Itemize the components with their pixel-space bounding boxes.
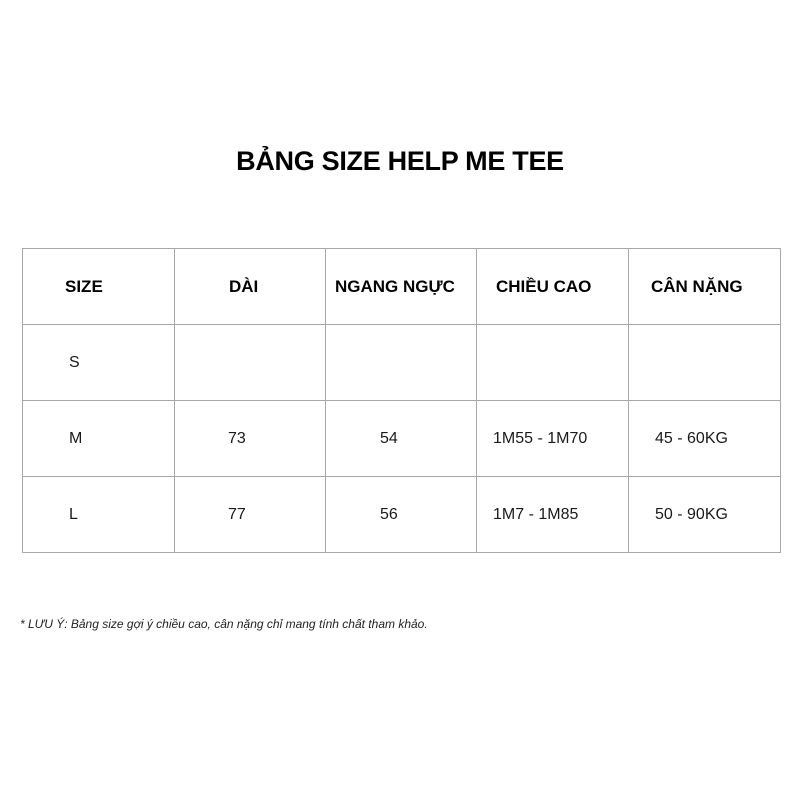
- table-header-row: [23, 249, 781, 325]
- header-size: SIZE: [23, 249, 175, 325]
- cell-dai: [175, 325, 326, 401]
- cell-can-nang: 50 - 90KG: [629, 477, 781, 553]
- page-title: BẢNG SIZE HELP ME TEE: [236, 146, 564, 176]
- cell-ngang-nguc: 54: [326, 401, 477, 477]
- header-dai: DÀI: [175, 249, 326, 325]
- cell-size: S: [23, 325, 175, 401]
- cell-dai: 77: [175, 477, 326, 553]
- cell-can-nang: [629, 325, 781, 401]
- size-table: [22, 248, 781, 553]
- cell-ngang-nguc: [326, 325, 477, 401]
- cell-size: M: [23, 401, 175, 477]
- table-row: [23, 477, 781, 553]
- table-row: [23, 401, 781, 477]
- header-can-nang: CÂN NẶNG: [629, 249, 781, 325]
- cell-dai: 73: [175, 401, 326, 477]
- cell-size: L: [23, 477, 175, 553]
- cell-can-nang: 45 - 60KG: [629, 401, 781, 477]
- cell-ngang-nguc: 56: [326, 477, 477, 553]
- cell-chieu-cao: 1M7 - 1M85: [477, 477, 629, 553]
- footnote: * LƯU Ý: Bảng size gợi ý chiều cao, cân nặng chỉ mang tính chất tham khảo.: [20, 617, 428, 631]
- header-ngang-nguc: NGANG NGỰC: [326, 249, 477, 325]
- table-row: [23, 325, 781, 401]
- header-chieu-cao: CHIỀU CAO: [477, 249, 629, 325]
- cell-chieu-cao: [477, 325, 629, 401]
- cell-chieu-cao: 1M55 - 1M70: [477, 401, 629, 477]
